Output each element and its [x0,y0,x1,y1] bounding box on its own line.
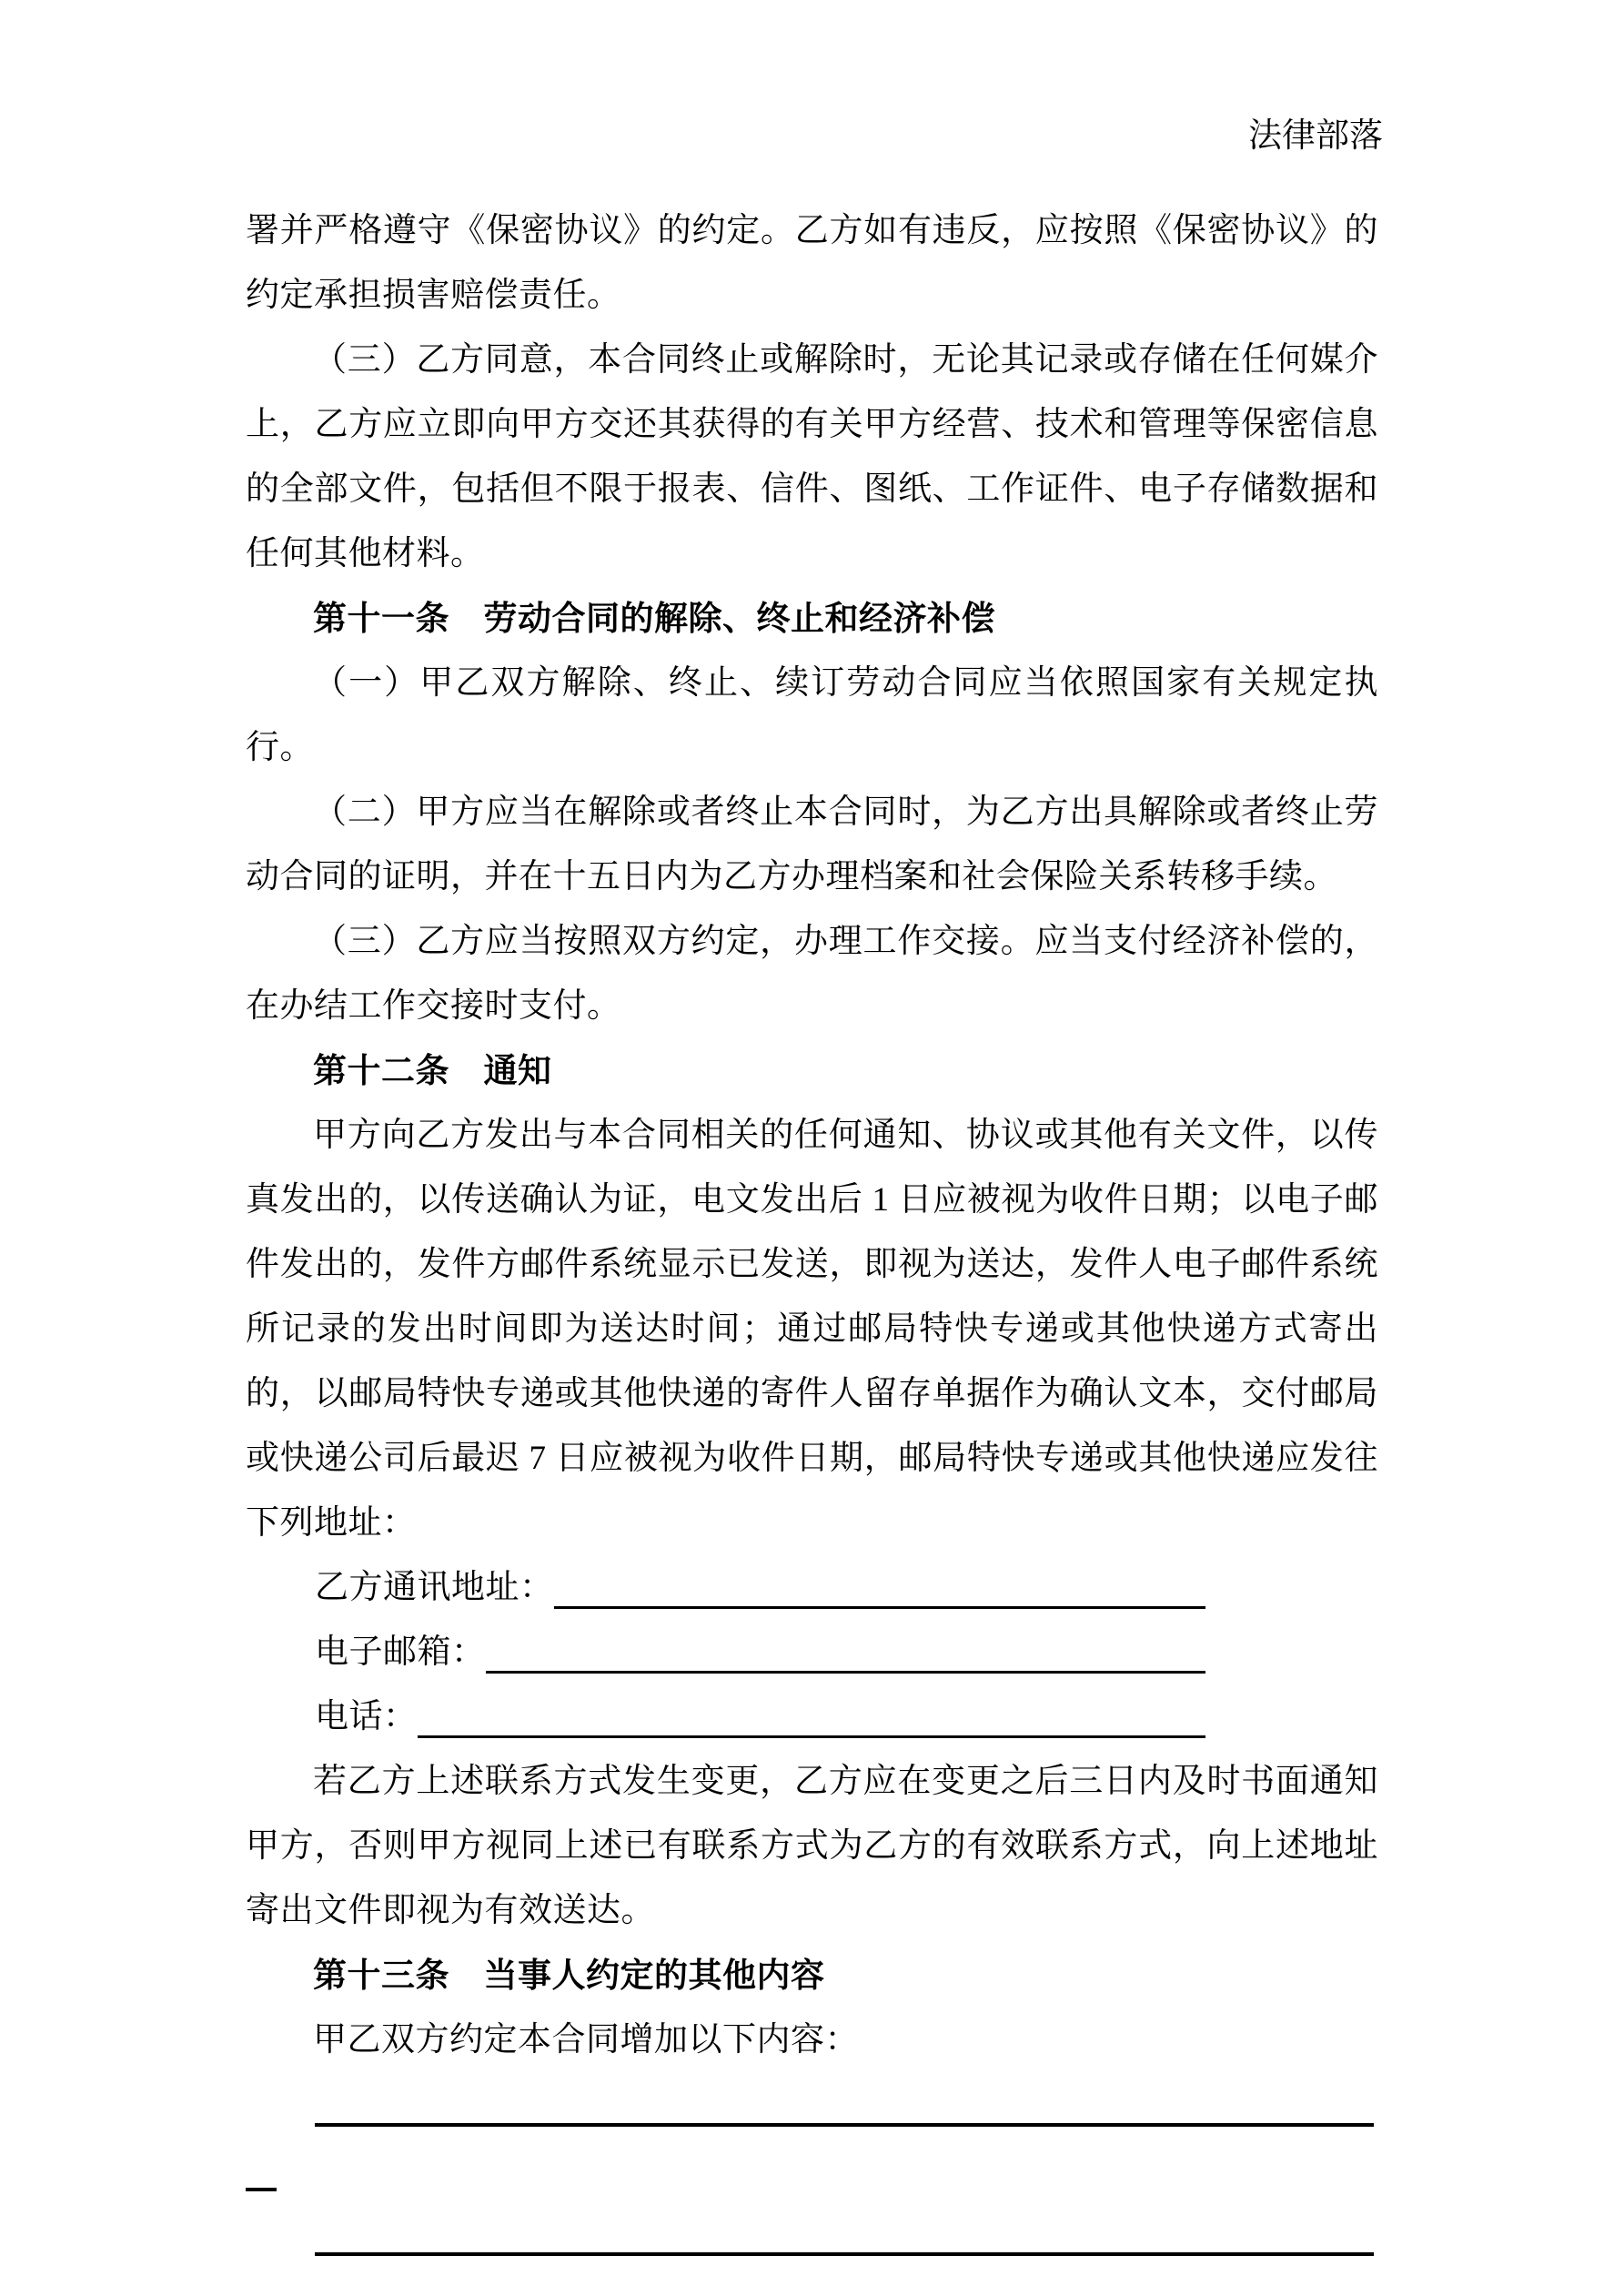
phone-fill-in-blank [418,1735,1206,1738]
email-field-label: 电子邮箱： [315,1633,486,1671]
article-12-heading: 第十二条 通知 [313,1052,552,1089]
field-row-phone [315,1684,1205,1749]
field-row-email [315,1620,1205,1684]
document-body [246,198,1378,2266]
site-watermark: 法律部落 [1248,116,1383,154]
phone-field-label: 电话： [315,1698,418,1735]
blank-ruled-line-2 [246,2201,1378,2266]
address-field-label: 乙方通讯地址： [315,1569,554,1606]
paragraph-confidentiality-continuation: 署并严格遵守《保密协议》的约定。乙方如有违反，应按照《保密协议》的约定承担损害赔偿责任。 [246,212,1378,314]
blank-ruled-line-1 [246,2072,1378,2137]
fill-in-rule-short [246,2188,277,2191]
article-12-notice-paragraph: 甲方向乙方发出与本合同相关的任何通知、协议或其他有关文件，以传真发出的，以传送确认为证，电文发出后 1 日应被视为收件日期；以电子邮件发出的，发件方邮件系统显示已发送，即视为送达，发件人电子邮件系统所记录的发出时间即为送达时间；通过邮局特快专递或其他快递方式寄出的，以邮局特快专递或其他快递的寄件人留存单据作为确认文本，交付邮局或快递公司后最迟 7 日应被视为收件日期，邮局特快专递或其他快递应发往下列地址： [246,1117,1378,1542]
article-11-item-2: （二）甲方应当在解除或者终止本合同时，为乙方出具解除或者终止劳动合同的证明，并在十五日内为乙方办理档案和社会保险关系转移手续。 [246,794,1378,895]
article-11-item-1: （一）甲乙双方解除、终止、续订劳动合同应当依照国家有关规定执行。 [246,664,1378,766]
article-11-item-3: （三）乙方应当按照双方约定，办理工作交接。应当支付经济补偿的，在办结工作交接时支付。 [246,923,1378,1025]
article-11-heading: 第十一条 劳动合同的解除、终止和经济补偿 [313,600,995,637]
article-13-heading: 第十三条 当事人约定的其他内容 [313,1957,825,1994]
address-fill-in-blank [554,1606,1206,1609]
fill-in-rule [315,2252,1374,2256]
fill-in-rule [315,2123,1374,2127]
paragraph-confidentiality-item3: （三）乙方同意，本合同终止或解除时，无论其记录或存储在任何媒介上，乙方应立即向甲方交还其获得的有关甲方经营、技术和管理等保密信息的全部文件，包括但不限于报表、信件、图纸、工作证件、电子存储数据和任何其他材料。 [246,341,1378,572]
blank-ruled-line-wrap [246,2137,1378,2201]
article-13-intro: 甲乙双方约定本合同增加以下内容： [313,2021,859,2058]
article-12-change-notice: 若乙方上述联系方式发生变更，乙方应在变更之后三日内及时书面通知甲方，否则甲方视同上述已有联系方式为乙方的有效联系方式，向上述地址寄出文件即视为有效送达。 [246,1763,1378,1929]
email-fill-in-blank [486,1671,1206,1674]
field-row-address [315,1555,1205,1620]
